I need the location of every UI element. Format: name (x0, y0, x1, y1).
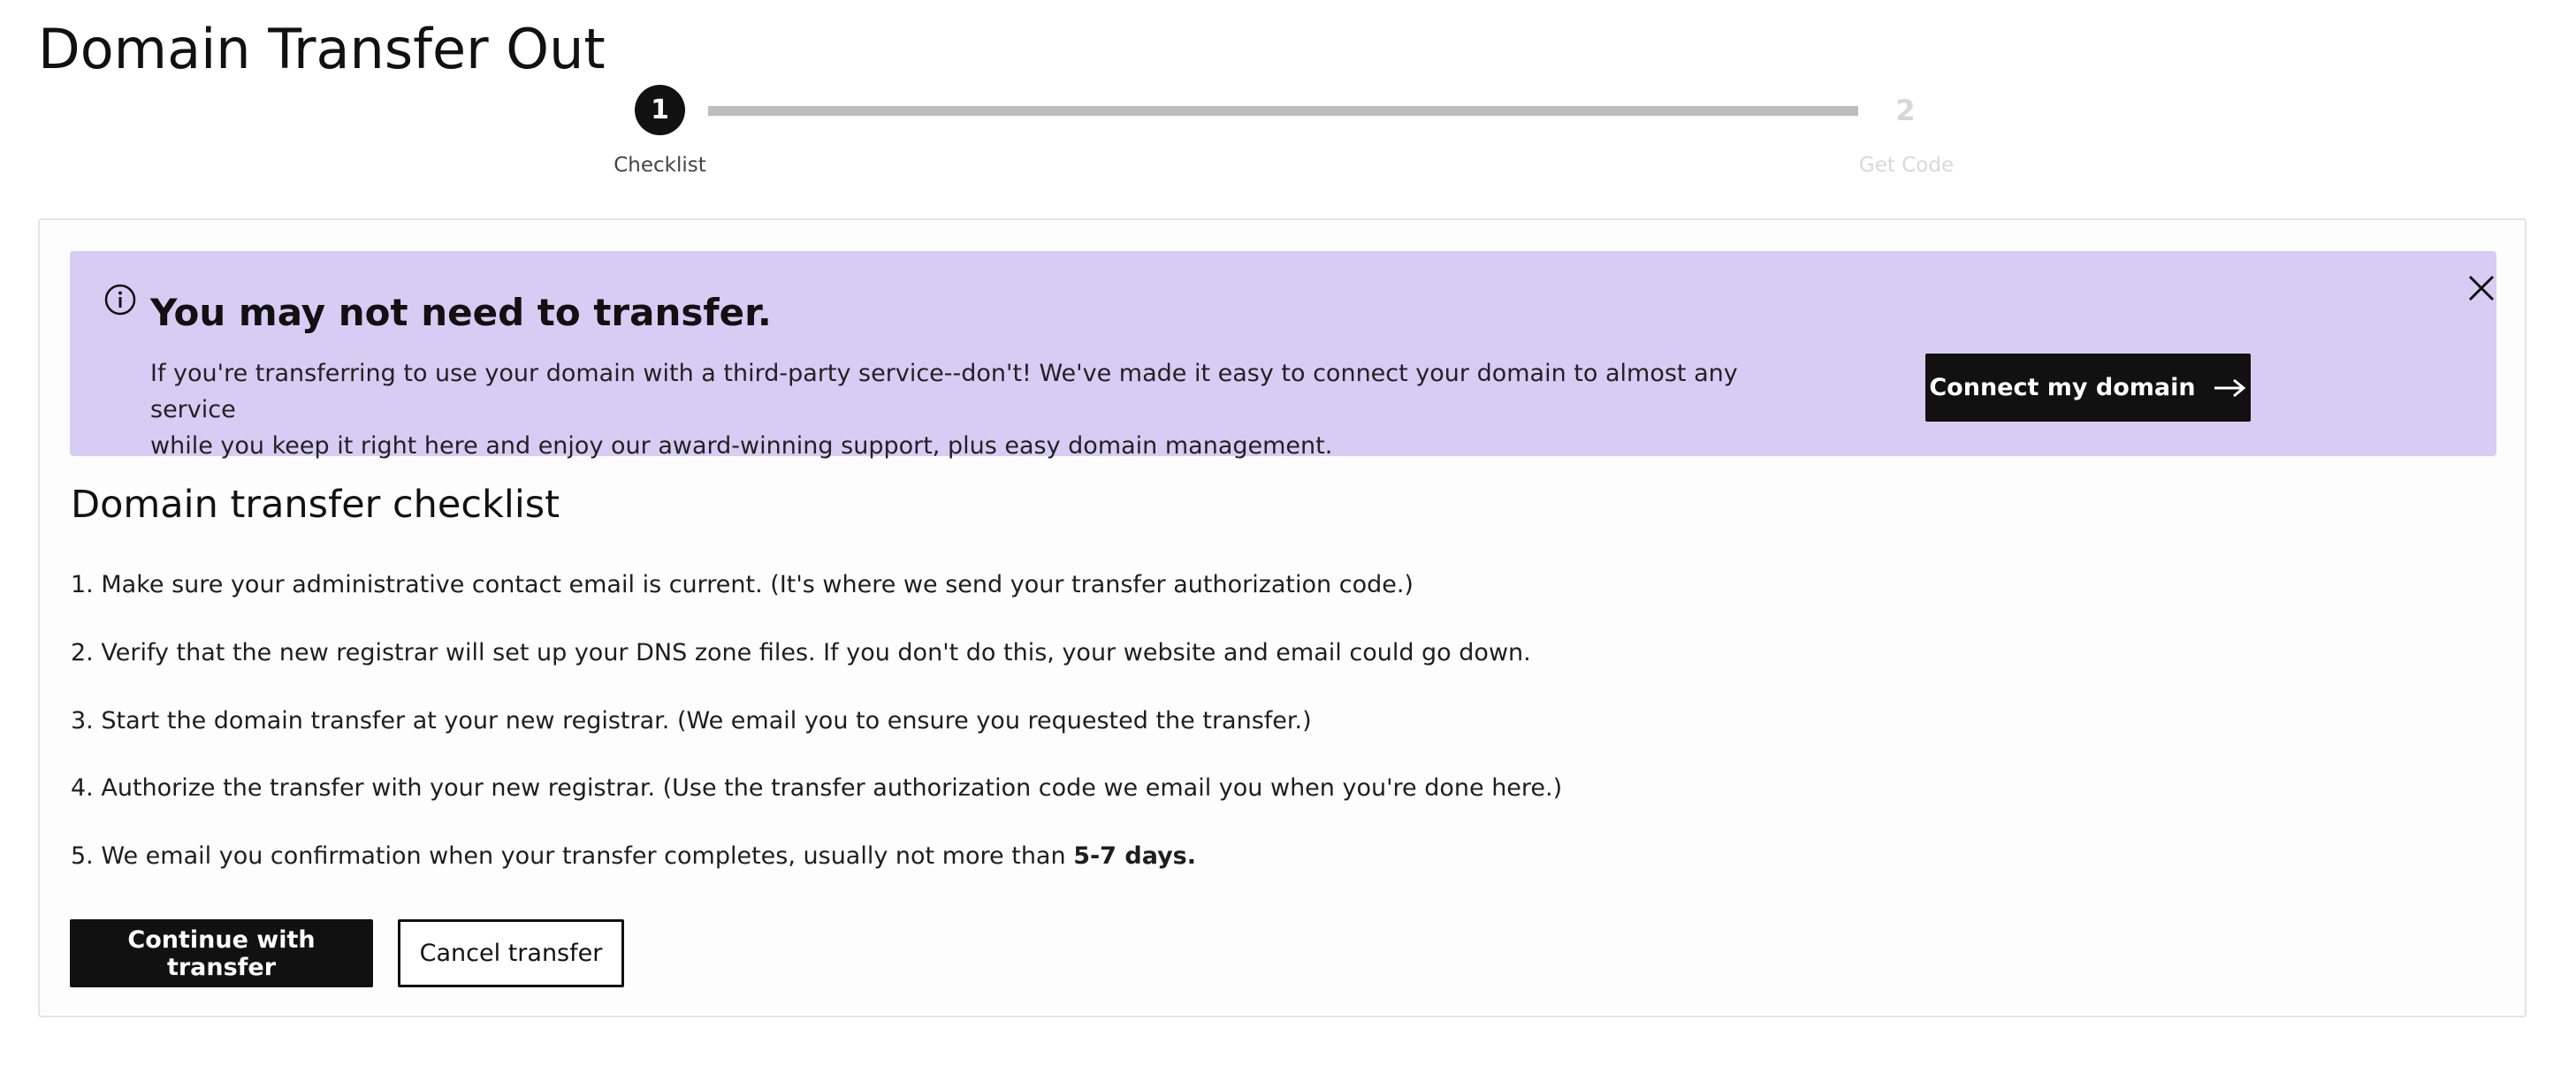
alert-title: You may not need to transfer. (150, 291, 772, 334)
close-icon[interactable] (2463, 270, 2500, 307)
checklist-item (71, 567, 1562, 636)
alert-body (150, 355, 1768, 464)
continue-with-transfer-button[interactable]: Continue with transfer (70, 919, 373, 987)
checklist (71, 567, 1562, 907)
checklist-item (71, 839, 1562, 907)
checklist-item-text: Start the domain transfer at your new registrar. (We email you to ensure you requested the transfer.) (101, 706, 1312, 735)
checklist-item-text: Verify that the new registrar will set up your DNS zone files. If you don't do this, your website and email could go down. (101, 638, 1531, 666)
info-icon (103, 283, 137, 316)
transfer-card (38, 218, 2526, 1017)
checklist-item-text: Authorize the transfer with your new registrar. (Use the transfer authorization code we email you when you're done here.) (101, 774, 1563, 803)
step-progress-fill (708, 106, 1858, 116)
step-2-label: Get Code (1858, 154, 1955, 177)
checklist-title: Domain transfer checklist (71, 483, 560, 527)
checklist-item-number: 5. (71, 842, 94, 871)
checklist-item (71, 636, 1562, 704)
checklist-item-text: Make sure your administrative contact email is current. (It's where we send your transfer authorization code.) (101, 571, 1414, 598)
alert-body-line-2: while you keep it right here and enjoy our award-winning support, plus easy domain management. (150, 432, 1333, 460)
cancel-transfer-button[interactable]: Cancel transfer (398, 919, 624, 987)
checklist-item-number: 1. (71, 571, 94, 598)
transfer-alert-banner (70, 251, 2496, 460)
progress-stepper (0, 85, 2576, 191)
checklist-item-text: We email you confirmation when your transfer completes, usually not more than (101, 842, 1074, 871)
step-progress-track (708, 106, 1858, 116)
checklist-item (71, 704, 1562, 772)
alert-body-line-1: If you're transferring to use your domain with a third-party service--don't! We've made it easy to connect your domain to almost any service (150, 360, 1738, 423)
checklist-item-number: 2. (71, 638, 94, 666)
step-1-indicator: 1 (635, 85, 685, 135)
transfer-duration: 5-7 days. (1073, 842, 1197, 871)
connect-my-domain-label: Connect my domain (1929, 374, 2196, 401)
page-title: Domain Transfer Out (38, 17, 606, 81)
step-1-label: Checklist (614, 154, 706, 177)
step-2-indicator: 2 (1895, 93, 1916, 127)
checklist-item-number: 3. (71, 706, 94, 735)
arrow-right-icon (2212, 377, 2247, 399)
checklist-item (71, 771, 1562, 839)
checklist-item-number: 4. (71, 774, 94, 803)
connect-my-domain-button[interactable] (1925, 354, 2251, 422)
